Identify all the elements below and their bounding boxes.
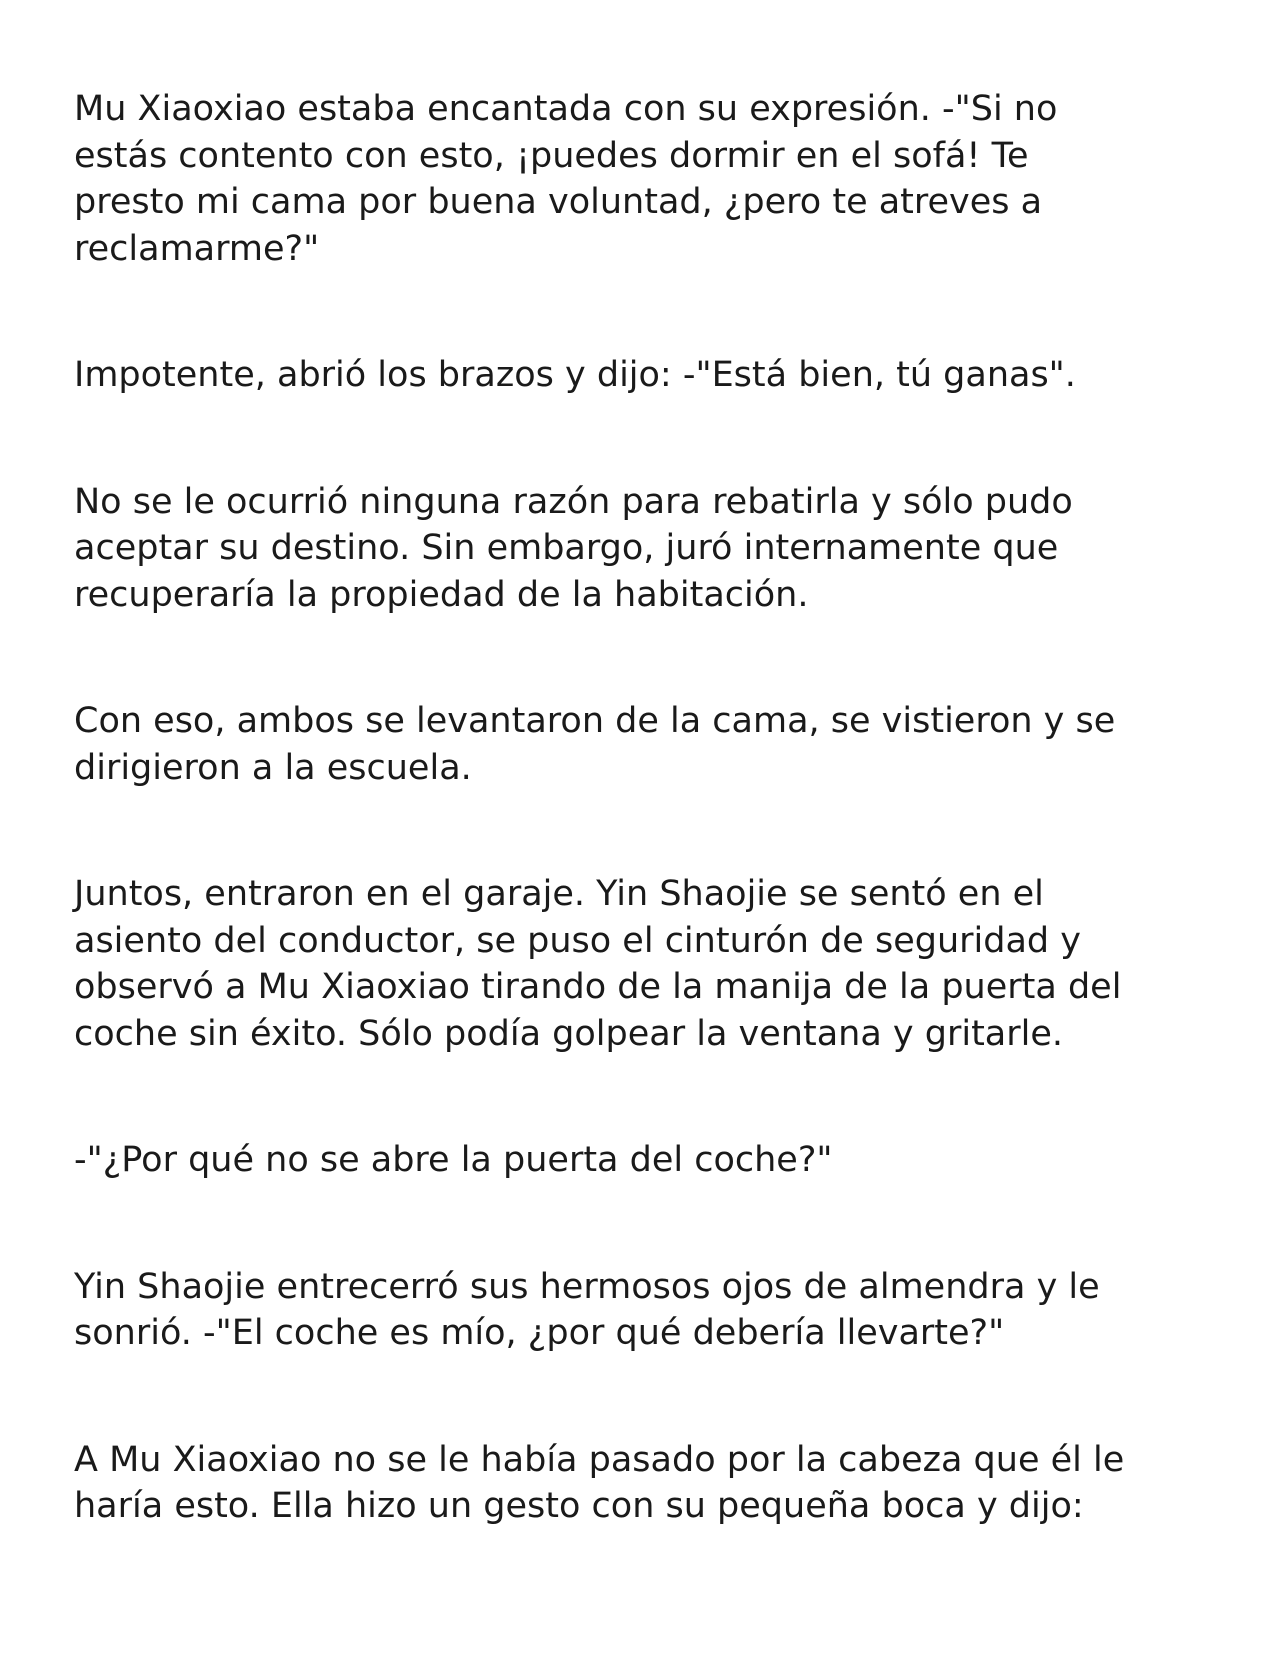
paragraph-1 <box>74 86 1214 272</box>
paragraph-line: estás contento con esto, ¡puedes dormir en el sofá! Te <box>74 135 1029 176</box>
paragraph-line: Mu Xiaoxiao estaba encantada con su expresión. -"Si no <box>74 89 1058 129</box>
document-page <box>74 86 1214 1530</box>
paragraph-line: Impotente, abrió los brazos y dijo: -"Está bien, tú ganas". <box>74 355 1076 395</box>
paragraph-line: reclamarme?" <box>74 228 320 269</box>
paragraph-2 <box>74 352 1214 399</box>
paragraph-line: -"¿Por qué no se abre la puerta del coche?" <box>74 1140 833 1180</box>
paragraph-line: presto mi cama por buena voluntad, ¿pero te atreves a <box>74 182 1043 222</box>
paragraph-line: A Mu Xiaoxiao no se le había pasado por la cabeza que él le <box>74 1439 1125 1480</box>
paragraph-3 <box>74 479 1214 619</box>
paragraph-line: aceptar su destino. Sin embargo, juró internamente que <box>74 528 1059 568</box>
paragraph-line: dirigieron a la escuela. <box>74 747 472 788</box>
paragraph-8 <box>74 1437 1214 1530</box>
paragraph-line: haría esto. Ella hizo un gesto con su pequeña boca y dijo: <box>74 1486 1084 1526</box>
paragraph-line: No se le ocurrió ninguna razón para rebatirla y sólo pudo <box>74 481 1073 522</box>
paragraph-line: observó a Mu Xiaoxiao tirando de la manija de la puerta del <box>74 967 1122 1007</box>
paragraph-line: Juntos, entraron en el garaje. Yin Shaojie se sentó en el <box>74 874 1044 914</box>
paragraph-5 <box>74 871 1214 1057</box>
paragraph-4 <box>74 698 1214 791</box>
paragraph-line: Con eso, ambos se levantaron de la cama, se vistieron y se <box>74 701 1116 741</box>
paragraph-line: coche sin éxito. Sólo podía golpear la ventana y gritarle. <box>74 1013 1064 1054</box>
paragraph-line: Yin Shaojie entrecerró sus hermosos ojos de almendra y le <box>74 1266 1100 1307</box>
paragraph-7 <box>74 1264 1214 1357</box>
paragraph-line: sonrió. -"El coche es mío, ¿por qué debería llevarte?" <box>74 1313 1005 1353</box>
paragraph-6 <box>74 1137 1214 1184</box>
paragraph-line: recuperaría la propiedad de la habitación. <box>74 574 809 615</box>
paragraph-line: asiento del conductor, se puso el cinturón de seguridad y <box>74 920 1081 961</box>
